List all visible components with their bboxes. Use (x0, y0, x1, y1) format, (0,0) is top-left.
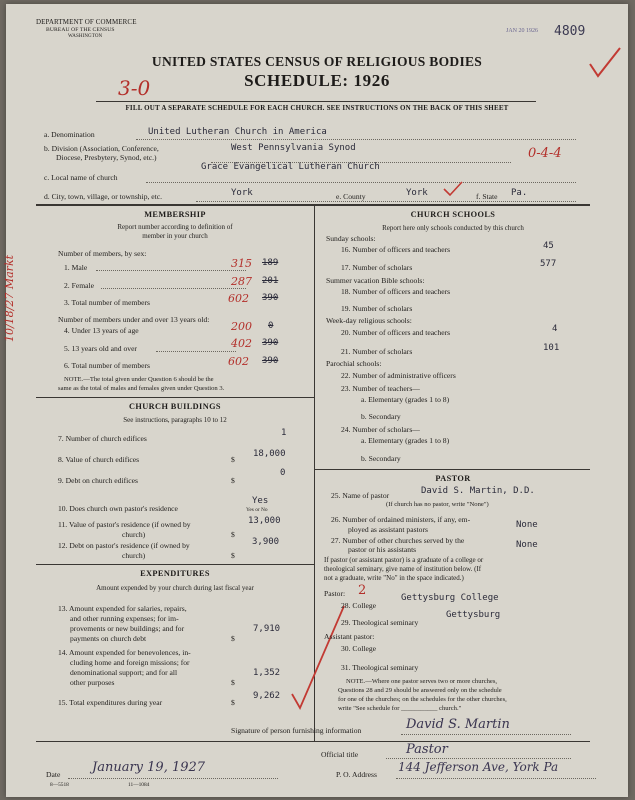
division-value: West Pennsylvania Synod (231, 143, 356, 153)
q8-label: 8. Value of church edifices (58, 455, 140, 464)
q14-label-4: other purposes (70, 678, 115, 687)
county-label: e. County (336, 192, 366, 201)
q11-label: 11. Value of pastor's residence (if owned by (58, 520, 191, 529)
q9-value: 0 (280, 468, 286, 478)
q18-label: 18. Number of officers and teachers (341, 287, 451, 296)
q23b-label: b. Secondary (361, 412, 401, 421)
q14-label-3: denominational support; and for all (70, 668, 178, 677)
division-label: b. Division (Association, Conference, (44, 144, 159, 153)
bureau-name: BUREAU OF THE CENSUS (46, 27, 115, 33)
census-schedule-sheet: DEPARTMENT OF COMMERCE BUREAU OF THE CENSUS WASHINGTON JAN 20 1926 4809 UNITED STATES CENSUS OF RELIGIOUS BODIES SCHEDULE: 1926 3-0 FILL OUT A SEPARATE SCHEDULE FOR EACH CHURCH. SEE INSTRUCTIONS ON THE BACK OF THIS SHEET a. Denomination United Lutheran Church in America b. Division (Association, Conference, Diocese, Presbytery, Synod, etc.) West Pennsylvania Synod 0-4-4 Grace Evangelical Lutheran Church c. Local name of church d. City, town, village, or township, etc. York e. County York f. State Pa. 10/18/27 Markt MEMBERSHIP Report number according to definition of member in your church Number of members, by sex: 1. Male 315 189 2. Female 287 201 3. Total number of members 602 390 Number of members under and over 13 years old: 4. Under 13 years of age 200 0 5. 13 years old and over 402 390 6. Total number of members 602 390 NOTE.—The total given under Question 6 should be the same as the total of males and females given under Question 3. CHURCH BUILDINGS See instructions, paragraphs 10 to 12 7. Number of church edifices 1 8. Value of church edifices $ 18,000 9. Debt on church edifices $ 0 10. Does church own pastor's residence Yes Yes or No 11. Value of pastor's residence (if owned by church) $ 13,000 12. Debt on pastor's residence (if owned by church) $ 3,900 EXPENDITURES Amount expended by your church during last fiscal year 13. Amount expended for salaries, repairs, and other running expenses; for im- provements or new buildings; and for payments on church debt $ 7,910 14. Amount expended for benevolences, in- cluding home and foreign missions; for denominational support; and for all other purposes $ 1,352 15. Total expenditures during year $ 9,262 CHURCH SCHOOLS Report here only schools conducted by this church Sunday schools: 16. Number of officers and teachers 45 17. Number of scholars 577 Summer vacation Bible schools: 18. Number of officers and teachers 19. Number of scholars Week-day religious schools: 20. Number of officers and teachers 4 21. Number of scholars 101 Parochial schools: 22. Number of administrative officers 23. Number of teachers— a. Elementary (grades 1 to 8) b. Secondary 24. Number of scholars— a. Elementary (grades 1 to 8) b. Secondary PASTOR 25. Name of pastor David S. Martin, D.D. (If church has no pastor, write "None") 26. Number of ordained ministers, if any, em- ployed as assistant pastors None 27. Number of other churches served by the pastor or his assistants None If pastor (or assistant pastor) is a graduate of a college or theological seminary, give name of institution below. (If not a graduate, write "No" in the space indicated.) Pastor: 2 28. College Gettysburg College 29. Theological seminary Gettysburg Assistant pastor: 30. College 31. Theological seminary NOTE.—Where one pastor serves two or more churches, Questions 28 and 29 should be answered only on the schedule for one of the churches; on the schedules for the other churches, write "See schedule for ___________ church." Signature of person furnishing information David S. Martin Official title Pastor Date January 19, 1927 8—5518 11—1084 P. O. Address 144 Jefferson Ave, York Pa (6, 4, 628, 797)
division-code: 0-4-4 (528, 146, 562, 161)
q14-label: 14. Amount expended for benevolences, in- (58, 648, 191, 657)
q12-currency: $ (231, 551, 235, 560)
q10-label: 10. Does church own pastor's residence (58, 504, 178, 513)
page-title: UNITED STATES CENSUS OF RELIGIOUS BODIES (151, 54, 483, 69)
q4-corrected: 200 (231, 320, 252, 333)
q19-label: 19. Number of scholars (341, 304, 413, 313)
form-serial-number: 4809 (554, 24, 586, 39)
q1-corrected: 315 (231, 257, 252, 270)
city-label: d. City, town, village, or township, etc. (44, 192, 163, 201)
po-address-label: P. O. Address (336, 770, 377, 779)
q20-label: 20. Number of officers and teachers (341, 328, 451, 337)
q11-currency: $ (231, 530, 235, 539)
schools-intro: Report here only schools conducted by this church (382, 224, 524, 232)
q29-label: 29. Theological seminary (341, 618, 419, 627)
q13-currency: $ (231, 634, 235, 643)
state-value: Pa. (511, 188, 528, 198)
q2-original: 201 (262, 276, 279, 286)
expenditures-intro: Amount expended by your church during last fiscal year (96, 584, 254, 592)
q13-label-4: payments on church debt (70, 634, 147, 643)
q15-label: 15. Total expenditures during year (58, 698, 163, 707)
q26-label-2: ployed as assistant pastors (348, 525, 428, 534)
q10-hint: Yes or No (246, 507, 268, 513)
po-address-value: 144 Jefferson Ave, York Pa (398, 760, 559, 774)
q29-value: Gettysburg (446, 610, 501, 620)
graduate-instruction-3: not a graduate, write "No" in the space indicated.) (324, 574, 464, 582)
expenditures-heading: EXPENDITURES (140, 569, 210, 578)
handwritten-code: 3-0 (118, 76, 151, 100)
q3-label: 3. Total number of members (64, 298, 151, 307)
q23-label: 23. Number of teachers— (341, 384, 420, 393)
membership-heading: MEMBERSHIP (144, 210, 206, 219)
q25-label: 25. Name of pastor (331, 491, 390, 500)
q4-label: 4. Under 13 years of age (64, 326, 139, 335)
q6-corrected: 602 (228, 355, 249, 368)
weekday-label: Week-day religious schools: (326, 316, 412, 325)
pastor-note-2: Questions 28 and 29 should be answered only on the schedule (338, 687, 502, 694)
official-title-label: Official title (321, 750, 359, 759)
by-sex-label: Number of members, by sex: (58, 249, 147, 258)
state-label: f. State (476, 192, 498, 201)
q31-label: 31. Theological seminary (341, 663, 419, 672)
signature-value: David S. Martin (406, 717, 510, 732)
q14-label-2: cluding home and foreign missions; for (70, 658, 190, 667)
q1-original: 189 (262, 258, 279, 268)
church-name-value: Grace Evangelical Lutheran Church (201, 162, 380, 172)
pastor-note-3: for one of the churches; on the schedules for the other churches, (338, 696, 507, 703)
official-title-value: Pastor (406, 742, 448, 757)
q25-value: David S. Martin, D.D. (421, 486, 535, 496)
q17-label: 17. Number of scholars (341, 263, 413, 272)
age-group-label: Number of members under and over 13 years old: (58, 315, 210, 324)
date-label: Date (46, 770, 61, 779)
q14-value: 1,352 (253, 668, 281, 678)
q27-label-2: pastor or his assistants (348, 545, 417, 554)
q2-corrected: 287 (231, 275, 252, 288)
q22-label: 22. Number of administrative officers (341, 371, 456, 380)
q28-value: Gettysburg College (401, 593, 499, 603)
q8-value: 18,000 (253, 449, 286, 459)
margin-annotation-line2: 10/18/27 Markt (3, 254, 17, 343)
received-date-stamp: JAN 20 1926 (506, 28, 539, 34)
q20-value: 4 (552, 324, 558, 334)
q12-value: 3,900 (252, 537, 280, 547)
q3-corrected: 602 (228, 292, 249, 305)
denomination-label: a. Denomination (44, 130, 95, 139)
q16-value: 45 (543, 241, 554, 251)
q30-label: 30. College (341, 644, 377, 653)
q1-label: 1. Male (64, 263, 88, 272)
bureau-city: WASHINGTON (68, 34, 103, 39)
membership-intro: Report number according to definition of (117, 223, 233, 231)
pastor-heading: PASTOR (435, 474, 471, 483)
graduate-instruction: If pastor (or assistant pastor) is a graduate of a college or (324, 556, 484, 564)
denomination-value: United Lutheran Church in America (148, 127, 327, 137)
pastor-note-4: write "See schedule for ___________ church." (338, 705, 462, 712)
q25-hint: (If church has no pastor, write "None") (386, 501, 489, 508)
asst-pastor-label: Assistant pastor: (324, 632, 375, 641)
q13-value: 7,910 (253, 624, 281, 634)
q13-label-2: and other running expenses; for im- (70, 614, 179, 623)
q8-currency: $ (231, 455, 235, 464)
q15-currency: $ (231, 698, 235, 707)
table-top-rule (36, 204, 590, 206)
q12-label-2: church) (122, 551, 146, 560)
q4-original: 0 (268, 321, 274, 331)
date-value: January 19, 1927 (92, 760, 206, 775)
q10-value: Yes (252, 496, 269, 506)
q5-corrected: 402 (231, 337, 252, 350)
q3-original: 390 (262, 293, 279, 303)
q9-currency: $ (231, 476, 235, 485)
q16-label: 16. Number of officers and teachers (341, 245, 451, 254)
q6-original: 390 (262, 356, 279, 366)
parochial-label: Parochial schools: (326, 359, 382, 368)
q27-value: None (516, 540, 538, 550)
check-mark-icon (442, 180, 464, 198)
membership-intro-2: member in your church (142, 232, 208, 240)
q28-label: 28. College (341, 601, 377, 610)
membership-note-2: same as the total of males and females given under Question 3. (58, 385, 225, 392)
printer-code: 8—5518 (50, 782, 69, 788)
q23a-label: a. Elementary (grades 1 to 8) (361, 395, 450, 404)
q27-label: 27. Number of other churches served by the (331, 536, 465, 545)
q2-label: 2. Female (64, 281, 94, 290)
signature-label: Signature of person furnishing information (231, 726, 362, 735)
q5-label: 5. 13 years old and over (64, 344, 137, 353)
buildings-see: See instructions, paragraphs 10 to 12 (123, 416, 227, 424)
church-name-label: c. Local name of church (44, 173, 118, 182)
q6-label: 6. Total number of members (64, 361, 151, 370)
q26-value: None (516, 520, 538, 530)
q14-currency: $ (231, 678, 235, 687)
summer-label: Summer vacation Bible schools: (326, 276, 425, 285)
q24a-label: a. Elementary (grades 1 to 8) (361, 436, 450, 445)
q21-value: 101 (543, 343, 560, 353)
q12-label: 12. Debt on pastor's residence (if owned by (58, 541, 190, 550)
q26-label: 26. Number of ordained ministers, if any, em- (331, 515, 471, 524)
q24b-label: b. Secondary (361, 454, 401, 463)
pastor-note: NOTE.—Where one pastor serves two or more churches, (346, 678, 498, 685)
division-label-2: Diocese, Presbytery, Synod, etc.) (56, 153, 157, 162)
county-value: York (406, 188, 428, 198)
table-bottom-rule (36, 741, 590, 742)
q21-label: 21. Number of scholars (341, 347, 413, 356)
schools-heading: CHURCH SCHOOLS (410, 210, 496, 219)
membership-note: NOTE.—The total given under Question 6 should be the (64, 376, 214, 383)
schedule-title: SCHEDULE: 1926 (244, 71, 390, 90)
dept-name: DEPARTMENT OF COMMERCE (36, 18, 137, 26)
q11-label-2: church) (122, 530, 146, 539)
printer-code-2: 11—1084 (128, 782, 150, 788)
q9-label: 9. Debt on church edifices (58, 476, 138, 485)
buildings-heading: CHURCH BUILDINGS (129, 402, 221, 411)
q7-value: 1 (281, 428, 287, 438)
q13-label-3: provements or new buildings; and for (70, 624, 185, 633)
sunday-label: Sunday schools: (326, 234, 376, 243)
q5-original: 390 (262, 338, 279, 348)
q7-label: 7. Number of church edifices (58, 434, 147, 443)
graduate-instruction-2: theological seminary, give name of institution below. (If (324, 565, 482, 573)
q17-value: 577 (540, 259, 557, 269)
pastor-label: Pastor: (324, 589, 346, 598)
city-value: York (231, 188, 253, 198)
q13-label: 13. Amount expended for salaries, repairs, (58, 604, 187, 613)
q15-value: 9,262 (253, 691, 281, 701)
q24-label: 24. Number of scholars— (341, 425, 420, 434)
q11-value: 13,000 (248, 516, 281, 526)
instruction-line: FILL OUT A SEPARATE SCHEDULE FOR EACH CHURCH. SEE INSTRUCTIONS ON THE BACK OF THIS SHEET (125, 104, 509, 112)
